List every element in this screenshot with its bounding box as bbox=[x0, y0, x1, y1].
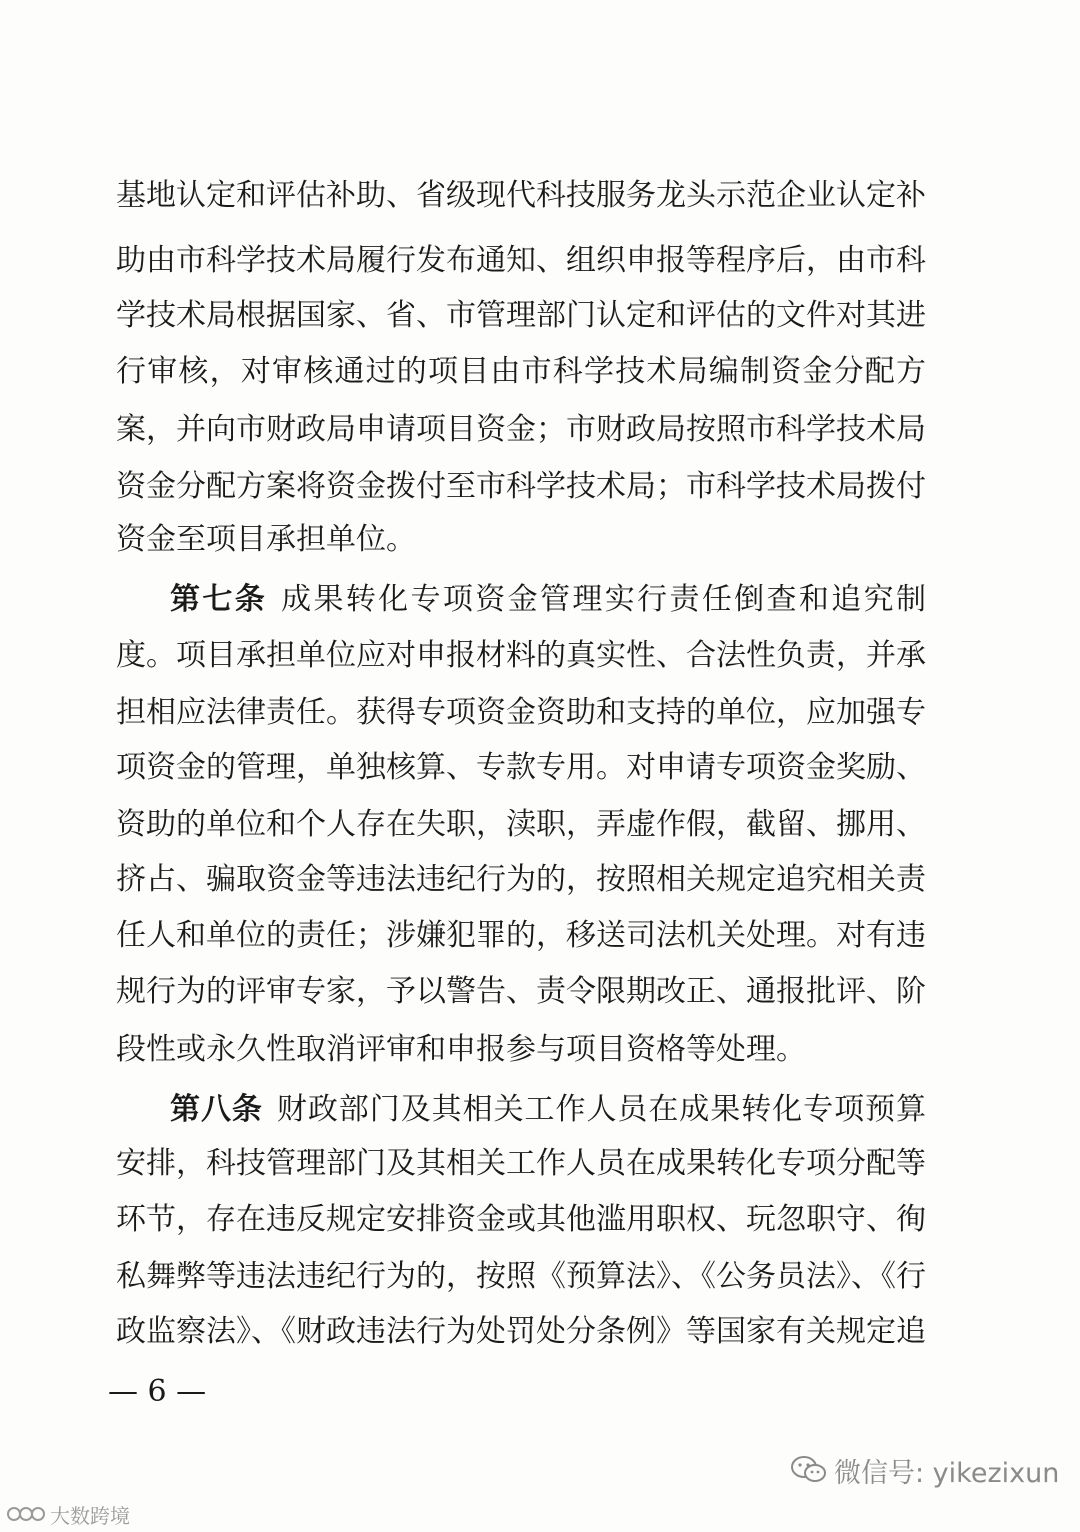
wechat-icon bbox=[790, 1454, 828, 1486]
text-line: 政监察法》、《财政违法行为处罚处分条例》等国家有关规定追 bbox=[116, 1314, 926, 1349]
text-line: 资金分配方案将资金拨付至市科学技术局；市科学技术局拨付 bbox=[116, 469, 926, 504]
text-line: 资助的单位和个人存在失职，渎职，弄虚作假，截留、挪用、 bbox=[116, 807, 926, 842]
article-8-text: 财政部门及其相关工作人员在成果转化专项预算 bbox=[276, 1092, 927, 1127]
text-line: 挤占、骗取资金等违法违纪行为的，按照相关规定追究相关责 bbox=[116, 862, 926, 897]
text-line: 资金至项目承担单位。 bbox=[116, 522, 416, 557]
text-line: 行审核，对审核通过的项目由市科学技术局编制资金分配方 bbox=[116, 354, 926, 389]
text-line: 学技术局根据国家、省、市管理部门认定和评估的文件对其进 bbox=[116, 298, 926, 333]
text-line: 段性或永久性取消评审和申报参与项目资格等处理。 bbox=[116, 1032, 806, 1067]
text-line: 安排，科技管理部门及其相关工作人员在成果转化专项分配等 bbox=[116, 1146, 926, 1181]
page-number: — 6 — bbox=[108, 1374, 207, 1409]
wechat-watermark bbox=[790, 1450, 1059, 1490]
article-8-heading: 第八条 bbox=[170, 1092, 263, 1127]
article-7-heading: 第七条 bbox=[170, 582, 268, 617]
text-line: 规行为的评审专家，予以警告、责令限期改正、通报批评、阶 bbox=[116, 974, 926, 1009]
text-line: 度。项目承担单位应对申报材料的真实性、合法性负责，并承 bbox=[116, 638, 926, 673]
text-line: 私舞弊等违法违纪行为的，按照《预算法》、《公务员法》、《行 bbox=[116, 1259, 926, 1294]
text-line: 任人和单位的责任；涉嫌犯罪的，移送司法机关处理。对有违 bbox=[116, 918, 926, 953]
text-line: 助由市科学技术局履行发布通知、组织申报等程序后，由市科 bbox=[116, 243, 926, 278]
wechat-label: 微信号: yikezixun bbox=[834, 1457, 1060, 1489]
text-line: 案，并向市财政局申请项目资金；市财政局按照市科学技术局 bbox=[116, 412, 926, 447]
text-line: 基地认定和评估补助、省级现代科技服务龙头示范企业认定补 bbox=[116, 178, 926, 213]
text-line: 环节，存在违反规定安排资金或其他滥用职权、玩忽职守、徇 bbox=[116, 1202, 926, 1237]
article-7-text: 成果转化专项资金管理实行责任倒查和追究制 bbox=[281, 582, 927, 617]
text-line: 项资金的管理，单独核算、专款专用。对申请专项资金奖励、 bbox=[116, 750, 926, 785]
text-line: 担相应法律责任。获得专项资金资助和支持的单位，应加强专 bbox=[116, 695, 926, 730]
article-8-first-line bbox=[170, 1090, 926, 1130]
brand-watermark bbox=[6, 1500, 130, 1528]
brand-label: 大数跨境 bbox=[50, 1503, 130, 1528]
brand-logo-icon bbox=[6, 1502, 46, 1526]
article-7-first-line bbox=[170, 580, 926, 620]
